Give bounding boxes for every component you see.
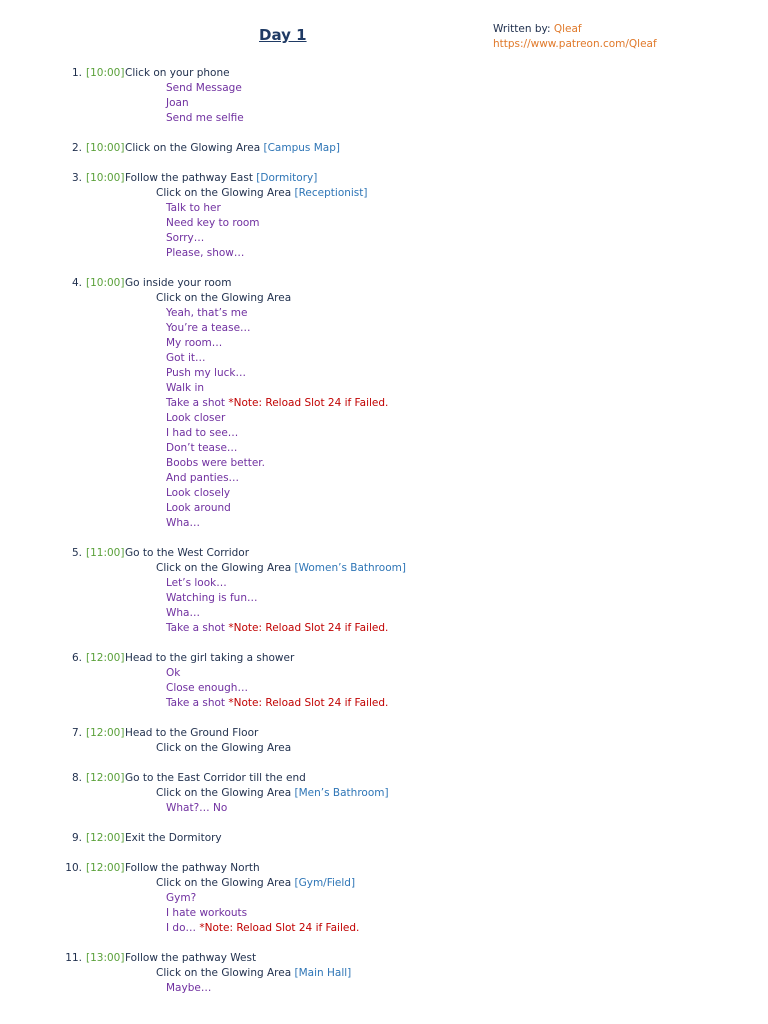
step-number: 5. [71,547,82,559]
step-action-text: Go inside your room [125,277,232,289]
choice-option [166,306,247,321]
step-action-text: Follow the pathway West [125,952,257,964]
step-time: [11:00] [86,547,125,559]
choice-text: Take a shot [166,697,226,709]
choice-text: Take a shot [166,397,226,409]
choice-line [0,906,768,921]
author-name: Qleaf [553,23,582,35]
step-item [0,651,768,711]
step-action-text: Follow the pathway North [125,862,260,874]
step-action [125,861,260,876]
step-sub-line [0,561,768,576]
step-number: 3. [71,172,82,184]
choice-line [0,381,768,396]
choice-text: Send me selfie [166,112,244,124]
choice-option [166,606,200,621]
reload-note: *Note: Reload Slot 24 if Failed. [228,697,389,709]
step-main-line [0,771,768,786]
step-action-text: Click on the Glowing Area [125,142,261,154]
step-sub-line [0,966,768,981]
step-action-text: Exit the Dormitory [125,832,222,844]
choice-text: I do… [166,922,197,934]
choice-text: My room… [166,337,223,349]
choice-line [0,516,768,531]
choice-line [0,366,768,381]
choice-line [0,801,768,816]
choice-option [166,426,238,441]
choice-text: Look around [166,502,231,514]
choice-text: You’re a tease… [166,322,251,334]
choice-text: And panties… [166,472,240,484]
choice-option [166,246,244,261]
choice-option [166,621,388,636]
choice-text: Wha… [166,517,200,529]
choice-line [0,201,768,216]
step-item [0,141,768,156]
choice-option [166,366,246,381]
choice-option [166,111,244,126]
choice-line [0,96,768,111]
choice-text: Watching is fun… [166,592,258,604]
step-sub-line [0,291,768,306]
choice-option [166,891,196,906]
choice-text: Sorry… [166,232,205,244]
choice-line [0,351,768,366]
choice-option [166,921,359,936]
choice-line [0,111,768,126]
choice-line [0,666,768,681]
choice-text: Let’s look… [166,577,227,589]
step-action-text: Click on your phone [125,67,230,79]
step-item [0,861,768,936]
sub-action-text: Click on the Glowing Area [156,787,292,799]
step-action [125,171,317,186]
step-time: [10:00] [86,172,125,184]
sub-action [156,291,291,306]
sub-action-text: Click on the Glowing Area [156,292,292,304]
author-block [493,22,657,52]
choice-option [166,231,204,246]
step-location: [Campus Map] [263,142,340,154]
choice-text: Push my luck… [166,367,246,379]
step-time: [12:00] [86,727,125,739]
sub-location: [Receptionist] [294,187,368,199]
step-action [125,831,222,846]
choice-text: Need key to room [166,217,260,229]
choice-option [166,201,221,216]
sub-location: [Main Hall] [294,967,352,979]
step-item [0,171,768,261]
choice-line [0,441,768,456]
step-time: [10:00] [86,67,125,79]
choice-line [0,681,768,696]
choice-option [166,681,248,696]
step-number: 11. [65,952,82,964]
step-action [125,141,340,156]
step-time: [12:00] [86,862,125,874]
choice-text: Talk to her [166,202,221,214]
choice-option [166,981,211,996]
sub-action-text: Click on the Glowing Area [156,562,292,574]
sub-location: [Men’s Bathroom] [294,787,389,799]
step-sub-line [0,741,768,756]
step-number: 7. [71,727,82,739]
sub-action [156,876,355,891]
step-action-text: Head to the Ground Floor [125,727,259,739]
step-action-text: Follow the pathway East [125,172,253,184]
choice-line [0,501,768,516]
choice-text: Look closer [166,412,226,424]
step-main-line [0,831,768,846]
choice-option [166,381,204,396]
step-time: [12:00] [86,772,125,784]
choice-text: Look closely [166,487,231,499]
choice-text: What?… No [166,802,228,814]
sub-action-text: Click on the Glowing Area [156,187,292,199]
step-number: 6. [71,652,82,664]
step-action [125,726,258,741]
choice-text: Maybe… [166,982,212,994]
choice-text: Wha… [166,607,200,619]
step-action [125,66,230,81]
step-main-line [0,276,768,291]
step-sub-line [0,876,768,891]
step-main-line [0,861,768,876]
sub-action [156,186,368,201]
step-action [125,771,306,786]
step-list [0,66,768,1011]
choice-option [166,801,227,816]
choice-option [166,501,231,516]
step-item [0,546,768,636]
sub-action [156,786,389,801]
choice-option [166,516,200,531]
choice-line [0,621,768,636]
sub-action-text: Click on the Glowing Area [156,877,292,889]
step-number: 1. [71,67,82,79]
choice-option [166,396,388,411]
choice-option [166,591,258,606]
choice-line [0,606,768,621]
step-main-line [0,171,768,186]
step-action [125,651,294,666]
choice-option [166,351,206,366]
choice-text: Close enough… [166,682,248,694]
sub-action-text: Click on the Glowing Area [156,742,292,754]
choice-text: Yeah, that’s me [166,307,248,319]
choice-option [166,486,230,501]
choice-line [0,321,768,336]
step-number: 8. [71,772,82,784]
step-number: 2. [71,142,82,154]
choice-option [166,576,227,591]
step-main-line [0,951,768,966]
step-action [125,276,231,291]
choice-option [166,696,388,711]
sub-location: [Gym/Field] [294,877,356,889]
step-main-line [0,141,768,156]
step-action [125,951,256,966]
step-action-text: Go to the West Corridor [125,547,250,559]
sub-action [156,966,351,981]
step-sub-line [0,786,768,801]
step-number: 9. [71,832,82,844]
sub-action [156,561,406,576]
choice-line [0,696,768,711]
reload-note: *Note: Reload Slot 24 if Failed. [228,622,389,634]
step-number: 10. [65,862,82,874]
choice-line [0,576,768,591]
choice-option [166,456,265,471]
choice-line [0,396,768,411]
choice-line [0,486,768,501]
step-action-text: Head to the girl taking a shower [125,652,295,664]
written-by-label: Written by: [493,23,554,35]
sub-location: [Women’s Bathroom] [294,562,406,574]
choice-line [0,456,768,471]
choice-line [0,246,768,261]
step-number: 4. [71,277,82,289]
choice-line [0,471,768,486]
choice-option [166,216,260,231]
step-sub-line [0,186,768,201]
step-time: [12:00] [86,652,125,664]
step-main-line [0,546,768,561]
step-main-line [0,726,768,741]
choice-text: Joan [166,97,189,109]
choice-text: I had to see… [166,427,239,439]
step-item [0,831,768,846]
choice-option [166,336,222,351]
sub-action [156,741,291,756]
choice-option [166,81,242,96]
choice-text: Take a shot [166,622,226,634]
choice-line [0,231,768,246]
choice-text: Don’t tease… [166,442,238,454]
choice-option [166,441,237,456]
choice-text: Gym? [166,892,197,904]
choice-option [166,96,189,111]
step-item [0,726,768,756]
choice-option [166,471,239,486]
step-item [0,771,768,816]
choice-line [0,426,768,441]
choice-text: Got it… [166,352,206,364]
step-item [0,276,768,531]
choice-line [0,981,768,996]
choice-text: Boobs were better. [166,457,265,469]
patreon-link[interactable]: https://www.patreon.com/Qleaf [493,38,657,50]
step-main-line [0,651,768,666]
choice-option [166,411,225,426]
step-time: [13:00] [86,952,125,964]
step-time: [10:00] [86,142,125,154]
choice-line [0,306,768,321]
step-action-text: Go to the East Corridor till the end [125,772,306,784]
step-item [0,66,768,126]
choice-text: I hate workouts [166,907,248,919]
step-action [125,546,249,561]
reload-note: *Note: Reload Slot 24 if Failed. [228,397,389,409]
sub-action-text: Click on the Glowing Area [156,967,292,979]
step-item [0,951,768,996]
choice-line [0,411,768,426]
step-time: [12:00] [86,832,125,844]
step-location: [Dormitory] [256,172,318,184]
choice-option [166,906,247,921]
step-time: [10:00] [86,277,125,289]
choice-text: Ok [166,667,181,679]
choice-text: Send Message [166,82,242,94]
choice-option [166,321,251,336]
choice-line [0,921,768,936]
choice-text: Please, show… [166,247,245,259]
page-title: Day 1 [259,26,307,44]
choice-option [166,666,180,681]
choice-line [0,891,768,906]
reload-note: *Note: Reload Slot 24 if Failed. [199,922,360,934]
step-main-line [0,66,768,81]
choice-line [0,336,768,351]
choice-line [0,216,768,231]
choice-line [0,591,768,606]
choice-line [0,81,768,96]
choice-text: Walk in [166,382,205,394]
